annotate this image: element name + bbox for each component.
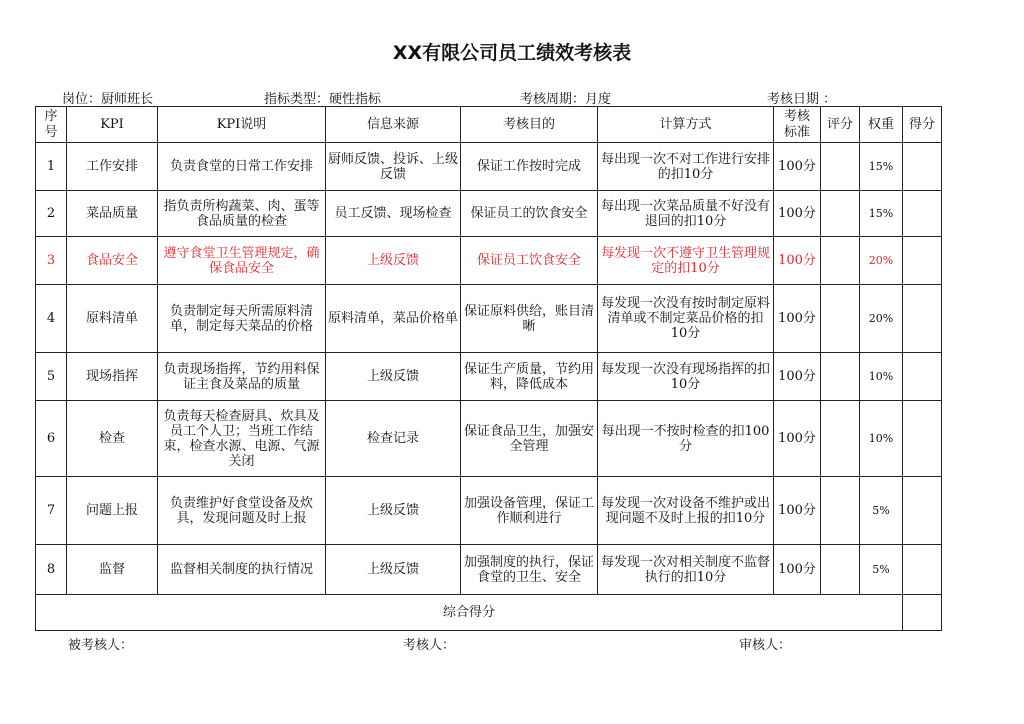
header-weight: 权重 (860, 107, 903, 143)
kpi-description: 负责食堂的日常工作安排 (158, 143, 326, 191)
assessment-purpose: 保证员工的饮食安全 (461, 191, 598, 237)
kpi-description: 负责制定每天所需原料清单，制定每天菜品的价格 (158, 285, 326, 353)
assessment-purpose: 保证原料供给，账目清晰 (461, 285, 598, 353)
header-row (36, 107, 942, 143)
rating-cell (821, 545, 860, 595)
total-score-cell (903, 595, 942, 631)
score-cell (903, 285, 942, 353)
header-kpi-desc: KPI说明 (158, 107, 326, 143)
calculation-method: 每出现一次菜品质量不好没有退回的扣10分 (598, 191, 774, 237)
row-number: 3 (36, 237, 67, 285)
score-cell (903, 237, 942, 285)
score-cell (903, 477, 942, 545)
weight-cell: 20% (860, 285, 903, 353)
info-source: 上级反馈 (326, 545, 461, 595)
kpi-name: 现场指挥 (67, 353, 158, 401)
row-number: 8 (36, 545, 67, 595)
assessment-standard: 100分 (774, 545, 821, 595)
kpi-description: 负责每天检查厨具、炊具及员工个人卫；当班工作结束，检查水源、电源、气源关闭 (158, 401, 326, 477)
row-number: 5 (36, 353, 67, 401)
kpi-name: 检查 (67, 401, 158, 477)
calculation-method: 每发现一次对设备不维护或出现问题不及时上报的扣10分 (598, 477, 774, 545)
info-source: 上级反馈 (326, 477, 461, 545)
assessment-standard: 100分 (774, 401, 821, 477)
header-score: 得分 (903, 107, 942, 143)
page-title: XX有限公司员工绩效考核表 (392, 42, 632, 64)
assessment-purpose: 加强设备管理，保证工作顺利进行 (461, 477, 598, 545)
rating-cell (821, 143, 860, 191)
header-standard: 考核标准 (774, 107, 821, 143)
score-cell (903, 191, 942, 237)
row-number: 4 (36, 285, 67, 353)
rating-cell (821, 237, 860, 285)
table-row (36, 285, 942, 353)
header-kpi: KPI (67, 107, 158, 143)
score-cell (903, 545, 942, 595)
kpi-description: 遵守食堂卫生管理规定，确保食品安全 (158, 237, 326, 285)
info-source: 原料清单，菜品价格单 (326, 285, 461, 353)
kpi-name: 工作安排 (67, 143, 158, 191)
weight-cell: 10% (860, 401, 903, 477)
calculation-method: 每发现一次没有现场指挥的扣10分 (598, 353, 774, 401)
table-row (36, 401, 942, 477)
calculation-method: 每发现一次没有按时制定原料清单或不制定菜品价格的扣10分 (598, 285, 774, 353)
header-method: 计算方式 (598, 107, 774, 143)
indicator-type-field: 指标类型：硬性指标 (264, 92, 382, 107)
score-cell (903, 401, 942, 477)
rating-cell (821, 285, 860, 353)
kpi-name: 食品安全 (67, 237, 158, 285)
header-purpose: 考核目的 (461, 107, 598, 143)
assessment-purpose: 加强制度的执行，保证食堂的卫生、安全 (461, 545, 598, 595)
weight-cell: 15% (860, 191, 903, 237)
assessee-field: 被考核人： (68, 638, 134, 653)
info-source: 厨师反馈、投诉、上级反馈 (326, 143, 461, 191)
assessment-standard: 100分 (774, 191, 821, 237)
date-field: 考核日期 ： (767, 92, 837, 107)
rating-cell (821, 401, 860, 477)
table-row (36, 353, 942, 401)
assessment-purpose: 保证食品卫生，加强安全管理 (461, 401, 598, 477)
assessment-standard: 100分 (774, 237, 821, 285)
score-cell (903, 143, 942, 191)
row-number: 6 (36, 401, 67, 477)
kpi-description: 监督相关制度的执行情况 (158, 545, 326, 595)
table-row (36, 143, 942, 191)
table-row (36, 477, 942, 545)
position-field: 岗位：厨师班长 (62, 92, 154, 107)
assessment-standard: 100分 (774, 285, 821, 353)
weight-cell: 15% (860, 143, 903, 191)
table-row (36, 191, 942, 237)
score-cell (903, 353, 942, 401)
table-row (36, 237, 942, 285)
kpi-description: 负责现场指挥，节约用料保证主食及菜品的质量 (158, 353, 326, 401)
header-source: 信息来源 (326, 107, 461, 143)
kpi-description: 指负责所构蔬菜、肉、蛋等食品质量的检查 (158, 191, 326, 237)
rating-cell (821, 353, 860, 401)
kpi-name: 监督 (67, 545, 158, 595)
info-source: 上级反馈 (326, 237, 461, 285)
assessment-standard: 100分 (774, 143, 821, 191)
reviewer-field: 审核人： (739, 638, 792, 653)
total-row (36, 595, 942, 631)
calculation-method: 每出现一不按时检查的扣100分 (598, 401, 774, 477)
kpi-name: 问题上报 (67, 477, 158, 545)
weight-cell: 10% (860, 353, 903, 401)
rating-cell (821, 191, 860, 237)
weight-cell: 5% (860, 477, 903, 545)
assessor-field: 考核人： (403, 638, 456, 653)
assessment-purpose: 保证生产质量，节约用料，降低成本 (461, 353, 598, 401)
calculation-method: 每发现一次对相关制度不监督执行的扣10分 (598, 545, 774, 595)
row-number: 7 (36, 477, 67, 545)
period-field: 考核周期：月度 (520, 92, 612, 107)
assessment-standard: 100分 (774, 477, 821, 545)
kpi-table (35, 106, 942, 631)
assessment-purpose: 保证员工饮食安全 (461, 237, 598, 285)
assessment-purpose: 保证工作按时完成 (461, 143, 598, 191)
calculation-method: 每出现一次不对工作进行安排的扣10分 (598, 143, 774, 191)
row-number: 2 (36, 191, 67, 237)
kpi-name: 原料清单 (67, 285, 158, 353)
info-source: 员工反馈、现场检查 (326, 191, 461, 237)
info-source: 上级反馈 (326, 353, 461, 401)
assessment-standard: 100分 (774, 353, 821, 401)
kpi-description: 负责维护好食堂设备及炊具，发现问题及时上报 (158, 477, 326, 545)
table-row (36, 545, 942, 595)
row-number: 1 (36, 143, 67, 191)
rating-cell (821, 477, 860, 545)
total-label: 综合得分 (36, 595, 903, 631)
header-rating: 评分 (821, 107, 860, 143)
weight-cell: 5% (860, 545, 903, 595)
kpi-name: 菜品质量 (67, 191, 158, 237)
weight-cell: 20% (860, 237, 903, 285)
calculation-method: 每发现一次不遵守卫生管理规定的扣10分 (598, 237, 774, 285)
info-source: 检查记录 (326, 401, 461, 477)
header-no: 序号 (36, 107, 67, 143)
